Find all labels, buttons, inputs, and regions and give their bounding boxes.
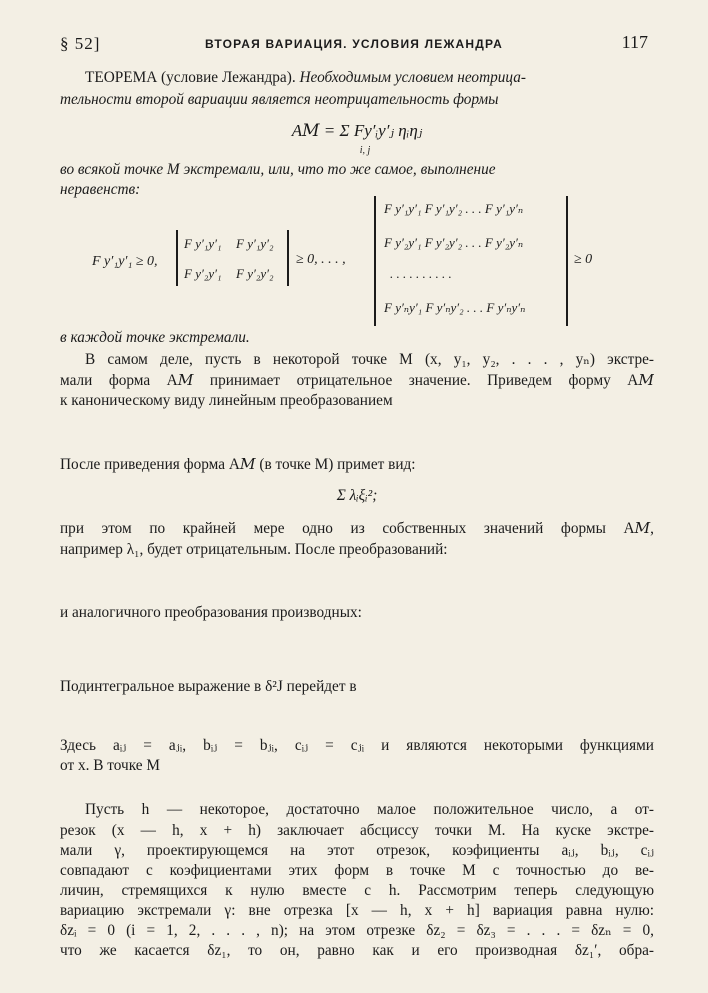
detn-row-3: . . . . . . . . . . [390,266,452,281]
equation-2: Σ λᵢξᵢ²; [336,487,378,504]
page-number: 117 [621,32,648,52]
p7-line-8: что же касается δz₁, то он, равно как и его производная δz₁′, обра- [60,942,654,959]
detn-row-1: F y′₁y′₁ F y′₁y′₂ . . . F y′₁y′ₙ [384,201,524,216]
p7-line-1: Пусть h — некоторое, достаточно малое положительное число, а от- [85,801,654,818]
p1-line-2: мали форма A𝑀 принимает отрицательное значение. Приведем форму A𝑀 [60,372,654,389]
theorem-formula: A𝑀 = Σ Fy′ᵢy′ⱼ ηᵢηⱼ [291,121,423,140]
detn-left-bar [374,196,376,326]
theorem-line-1 [60,68,654,88]
p6-line-1: Здесь aᵢⱼ = aⱼᵢ, bᵢⱼ = bⱼᵢ, cᵢⱼ = cⱼᵢ и являются некоторыми функциями [60,737,654,754]
p7-line-2: резок (x — h, x + h) заключает абсциссу точки M. На куске экстре- [60,822,654,839]
det2-tail: ≥ 0, . . . , [296,252,346,267]
theorem-text-1: Необходимым условием неотрица- [299,69,527,86]
p1-line-1: В самом деле, пусть в некоторой точке M (x, y₁, y₂, . . . , yₙ) экстре- [85,351,654,368]
theorem-label: ТЕОРЕМА (условие Лежандра). [85,69,296,86]
det2-cell-11: F y′₁y′₁ [184,236,222,251]
p5: Подинтегральное выражение в δ²J перейдет в [60,678,357,695]
p7-line-7: δzᵢ = 0 (i = 1, 2, . . . , n); на этом отрезке δz₂ = δz₃ = . . . = δzₙ = 0, [60,922,654,939]
p6-line-2: от x. В точке M [60,757,160,774]
detn-row-4: F y′ₙy′₁ F y′ₙy′₂ . . . F y′ₙy′ₙ [384,300,526,315]
det2-cell-22: F y′₂y′₂ [236,266,274,281]
det2-right-bar [287,230,289,286]
p7-line-4: совпадают с коэфициентами этих форм в точке M с точностью до ве- [60,862,654,879]
ineq-first: F y′₁y′₁ ≥ 0, [92,254,158,269]
theorem-after-2: неравенств: [60,181,141,198]
detn-row-2: F y′₂y′₁ F y′₂y′₂ . . . F y′₂y′ₙ [384,235,524,250]
running-title: ВТОРАЯ ВАРИАЦИЯ. УСЛОВИЯ ЛЕЖАНДРА [204,37,504,51]
det2-cell-12: F y′₁y′₂ [236,236,274,251]
theorem-after-1: во всякой точке M экстремали, или, что то же самое, выполнение [60,161,496,178]
p4: и аналогичного преобразования производных: [60,604,362,621]
p7-line-3: мали γ, проектирующемся на этот отрезок, коэфициенты aᵢⱼ, bᵢⱼ, cᵢⱼ [60,842,654,859]
theorem-text-2: тельности второй вариации является неотрицательность формы [60,91,499,108]
theorem-formula-subscript: i, j [359,145,371,156]
detn-tail: ≥ 0 [574,252,593,267]
p7-line-6: вариацию экстремали γ: вне отрезка [x — h, x + h] вариация равна нулю: [60,902,654,919]
p3-line-2: например λ₁, будет отрицательным. После преобразований: [60,541,448,558]
p7-line-5: личин, стремящихся к нулю вместе с h. Рассмотрим теперь следующую [60,882,654,899]
p3-line-1: при этом по крайней мере одно из собственных значений формы A𝑀, [60,520,654,537]
p2: После приведения форма A𝑀 (в точке M) примет вид: [60,456,416,473]
theorem-closing: в каждой точке экстремали. [60,329,250,346]
detn-right-bar [566,196,568,326]
p1-line-3: к каноническому виду линейным преобразованием [60,392,393,409]
det2-left-bar [176,230,178,286]
section-number: § 52] [60,34,101,53]
det2-cell-21: F y′₂y′₁ [184,266,222,281]
